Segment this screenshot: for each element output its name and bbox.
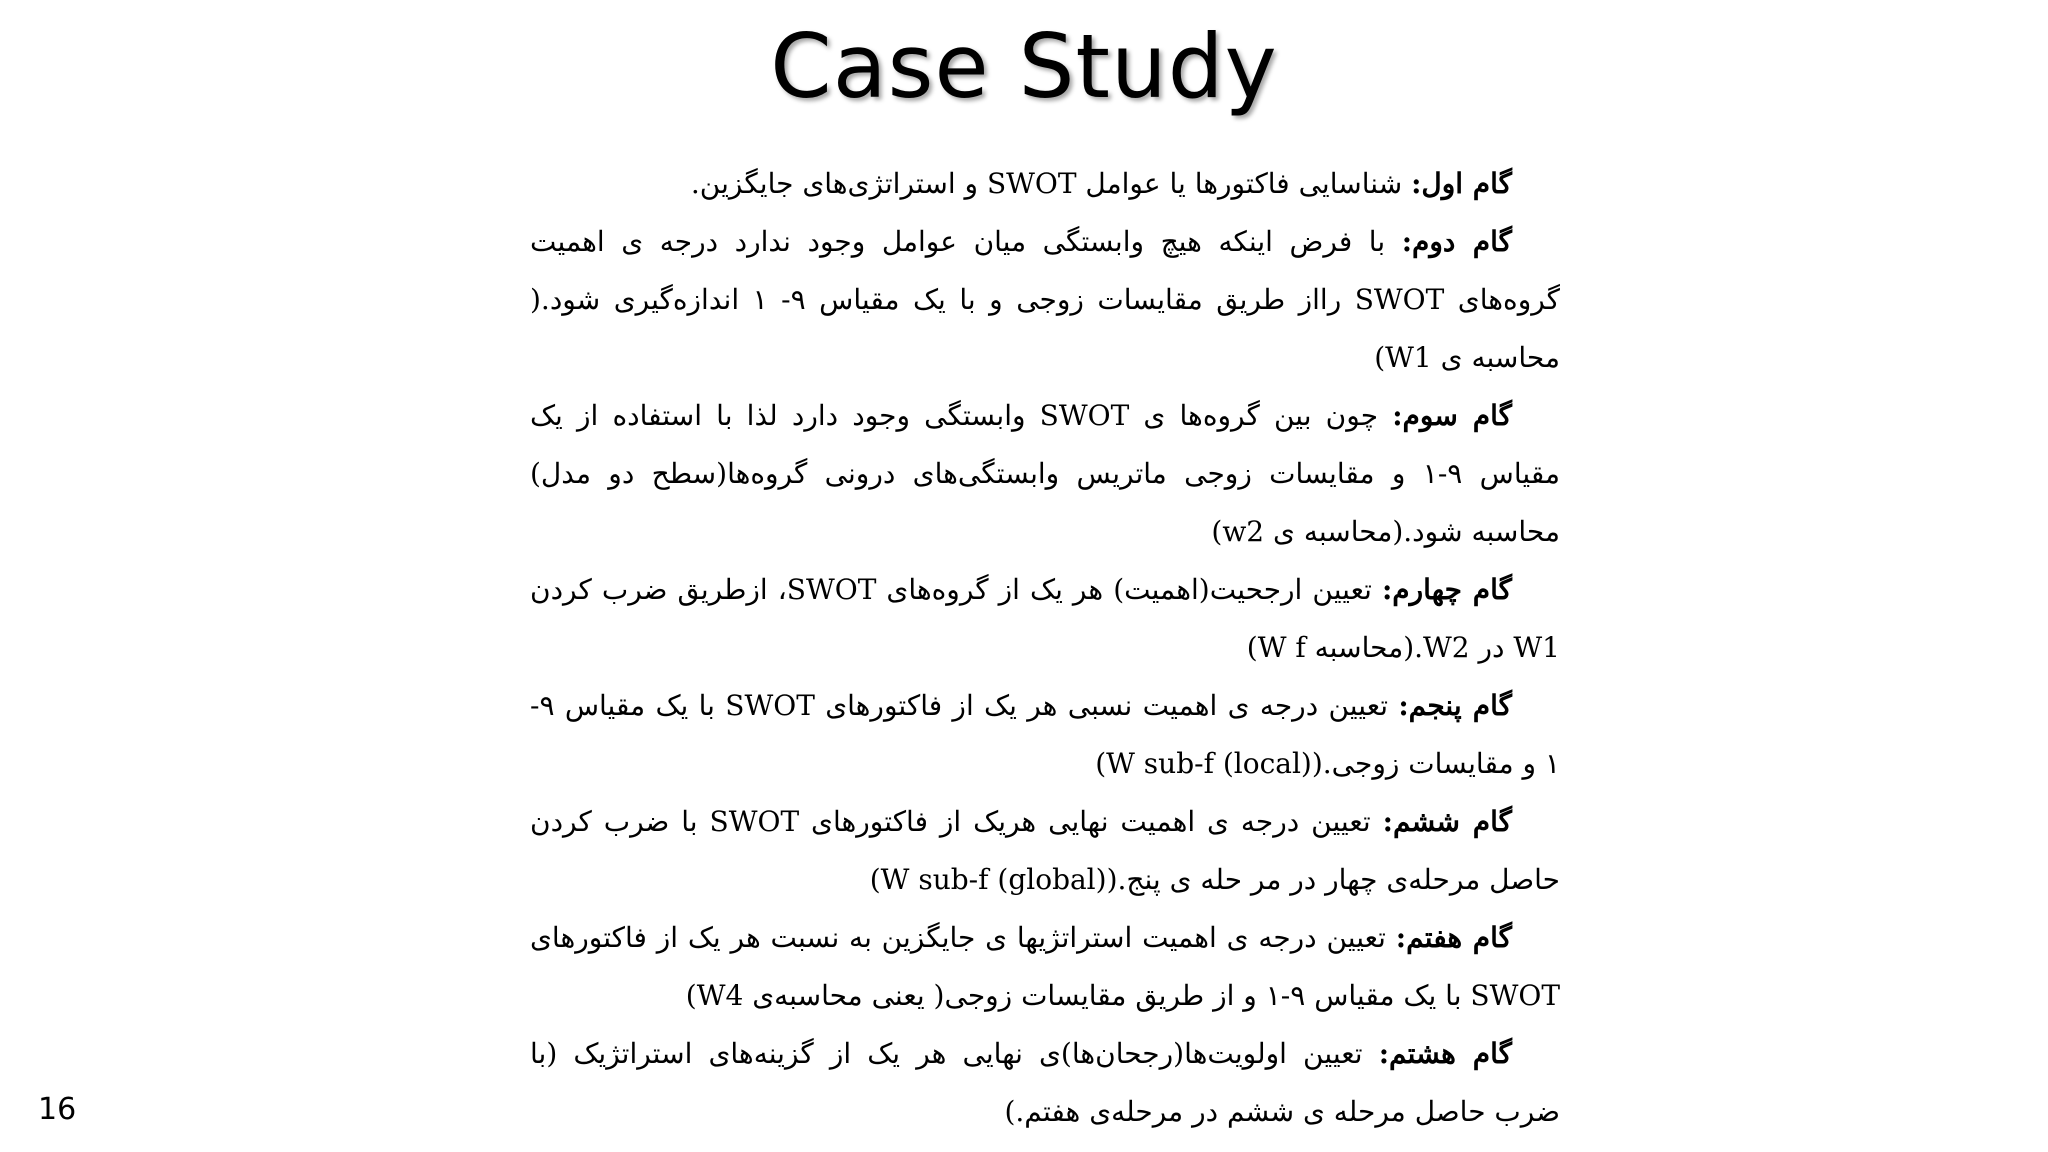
step-text: تعیین ارجحیت(اهمیت) هر یک از گروه‌های SWOT، ازطریق ضرب کردن W1 در W2.(محاسبه W f): [530, 573, 1560, 664]
step-6: [530, 793, 1560, 909]
step-2: [530, 213, 1560, 387]
step-text: شناسایی فاکتورها یا عوامل SWOT و استراتژی‌های جایگزین.: [690, 167, 1412, 200]
step-text: تعیین درجه ی اهمیت نسبی هر یک از فاکتورهای SWOT با یک مقیاس ۹- ۱ و مقایسات زوجی.(W sub-f (local)): [530, 689, 1560, 780]
step-text: با فرض اینکه هیچ وابستگی میان عوامل وجود ندارد درجه ی اهمیت گروه‌های SWOT رااز طریق مقایسات زوجی و با یک مقیاس ۹- ۱ اندازه‌گیری شود.( محاسبه ی W1): [530, 225, 1560, 374]
slide-number: 16: [38, 1092, 77, 1127]
step-label: گام دوم:: [1401, 225, 1513, 258]
step-3: [530, 387, 1560, 561]
step-label: گام پنجم:: [1398, 689, 1512, 722]
step-label: گام چهارم:: [1381, 573, 1513, 606]
step-1: [530, 155, 1560, 213]
step-4: [530, 561, 1560, 677]
steps-list: [530, 155, 1560, 1135]
step-label: گام ششم:: [1382, 805, 1513, 838]
step-text: تعیین درجه ی اهمیت استراتژیها ی جایگزین به نسبت هر یک از فاکتورهای SWOT با یک مقیاس ۹-۱ و از طریق مقایسات زوجی( یعنی محاسبه‌ی W4): [530, 921, 1560, 1012]
step-label: گام هفتم:: [1395, 921, 1512, 954]
step-text: تعیین درجه ی اهمیت نهایی هریک از فاکتورهای SWOT با ضرب کردن حاصل مرحله‌ی چهار در مر حله ی پنج.(W sub-f (global)): [530, 805, 1560, 896]
slide-title: Case Study: [770, 15, 1278, 118]
step-text: تعیین اولویت‌ها(رجحان‌ها)ی نهایی هر یک از گزینه‌های استراتژیک (با ضرب حاصل مرحله ی ششم در مرحله‌ی هفتم.): [530, 1037, 1560, 1128]
step-label: گام هشتم:: [1378, 1037, 1513, 1070]
step-7: [530, 909, 1560, 1025]
step-label: گام اول:: [1411, 167, 1512, 200]
step-text: چون بین گروه‌ها ی SWOT وابستگی وجود دارد لذا با استفاده از یک مقیاس ۹-۱ و مقایسات زوجی ماتریس وابستگی‌های درونی گروه‌ها(سطح دو مدل) محاسبه شود.(محاسبه ی w2): [530, 399, 1560, 548]
step-label: گام سوم:: [1392, 399, 1512, 432]
step-8: [530, 1025, 1560, 1141]
step-5: [530, 677, 1560, 793]
